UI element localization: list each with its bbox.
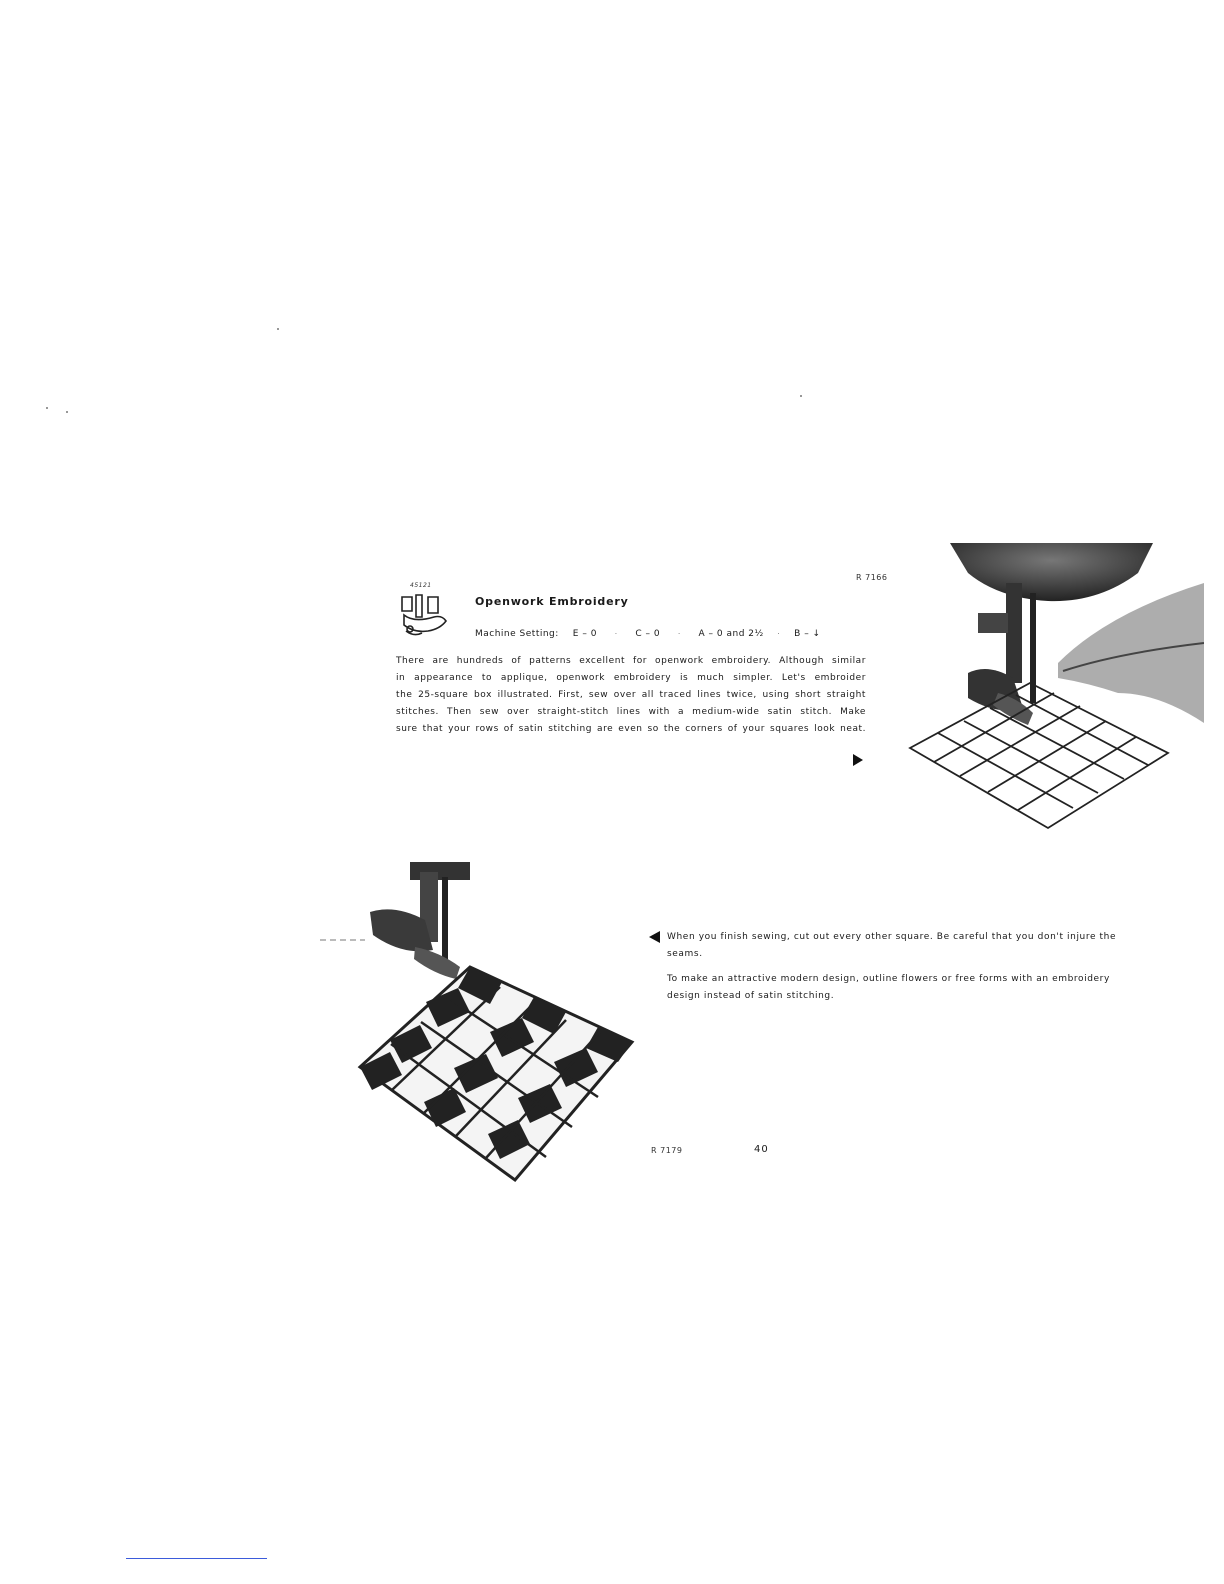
paragraph-line: the 25-square box illustrated. First, sew over all traced lines twice, using short straight <box>396 690 866 700</box>
design-tip: To make an attractive modern design, outline flowers or free forms with an embroidery design instead of satin stitching. <box>667 974 1110 1001</box>
separator-dot: · <box>678 630 681 638</box>
foot-code: 45121 <box>410 582 432 589</box>
setting-e: E – 0 <box>572 629 597 639</box>
scan-speck <box>277 328 279 330</box>
cut-grid-photo <box>320 862 640 1187</box>
separator-dot: · <box>777 630 781 638</box>
right-arrow-icon <box>853 754 863 766</box>
paragraph-line: in appearance to applique, openwork embroidery is much simpler. Let's embroider <box>396 673 866 683</box>
footer-rule <box>126 1558 267 1559</box>
setting-a: A – 0 and 2½ <box>698 629 764 639</box>
section-title: Openwork Embroidery <box>475 595 629 608</box>
sewing-grid-photo <box>898 543 1204 833</box>
paragraph-line: There are hundreds of patterns excellent for openwork embroidery. Although similar <box>396 656 866 666</box>
page-number: 40 <box>754 1144 769 1155</box>
paragraph-line: stitches. Then sew over straight-stitch lines with a medium-wide satin stitch. Make <box>396 707 866 717</box>
scan-speck <box>66 411 68 413</box>
setting-b: B – ↓ <box>794 629 821 639</box>
separator-dot: · <box>614 630 618 638</box>
machine-setting-label: Machine Setting: <box>475 629 559 639</box>
intro-paragraph <box>396 653 866 738</box>
left-arrow-icon <box>649 931 660 943</box>
scan-speck <box>46 407 48 409</box>
setting-c: C – 0 <box>635 629 661 639</box>
figure-ref-top: R 7166 <box>856 573 888 582</box>
machine-setting-row <box>475 629 835 639</box>
scan-speck <box>800 395 802 397</box>
presser-foot-icon <box>396 582 452 643</box>
paragraph-line: sure that your rows of satin stitching are even so the corners of your squares look neat. <box>396 724 866 734</box>
figure-ref-bottom: R 7179 <box>651 1146 683 1155</box>
cut-instructions: When you finish sewing, cut out every other square. Be careful that you don't injure the seams. <box>667 932 1117 959</box>
instructions-text <box>667 929 1142 1013</box>
